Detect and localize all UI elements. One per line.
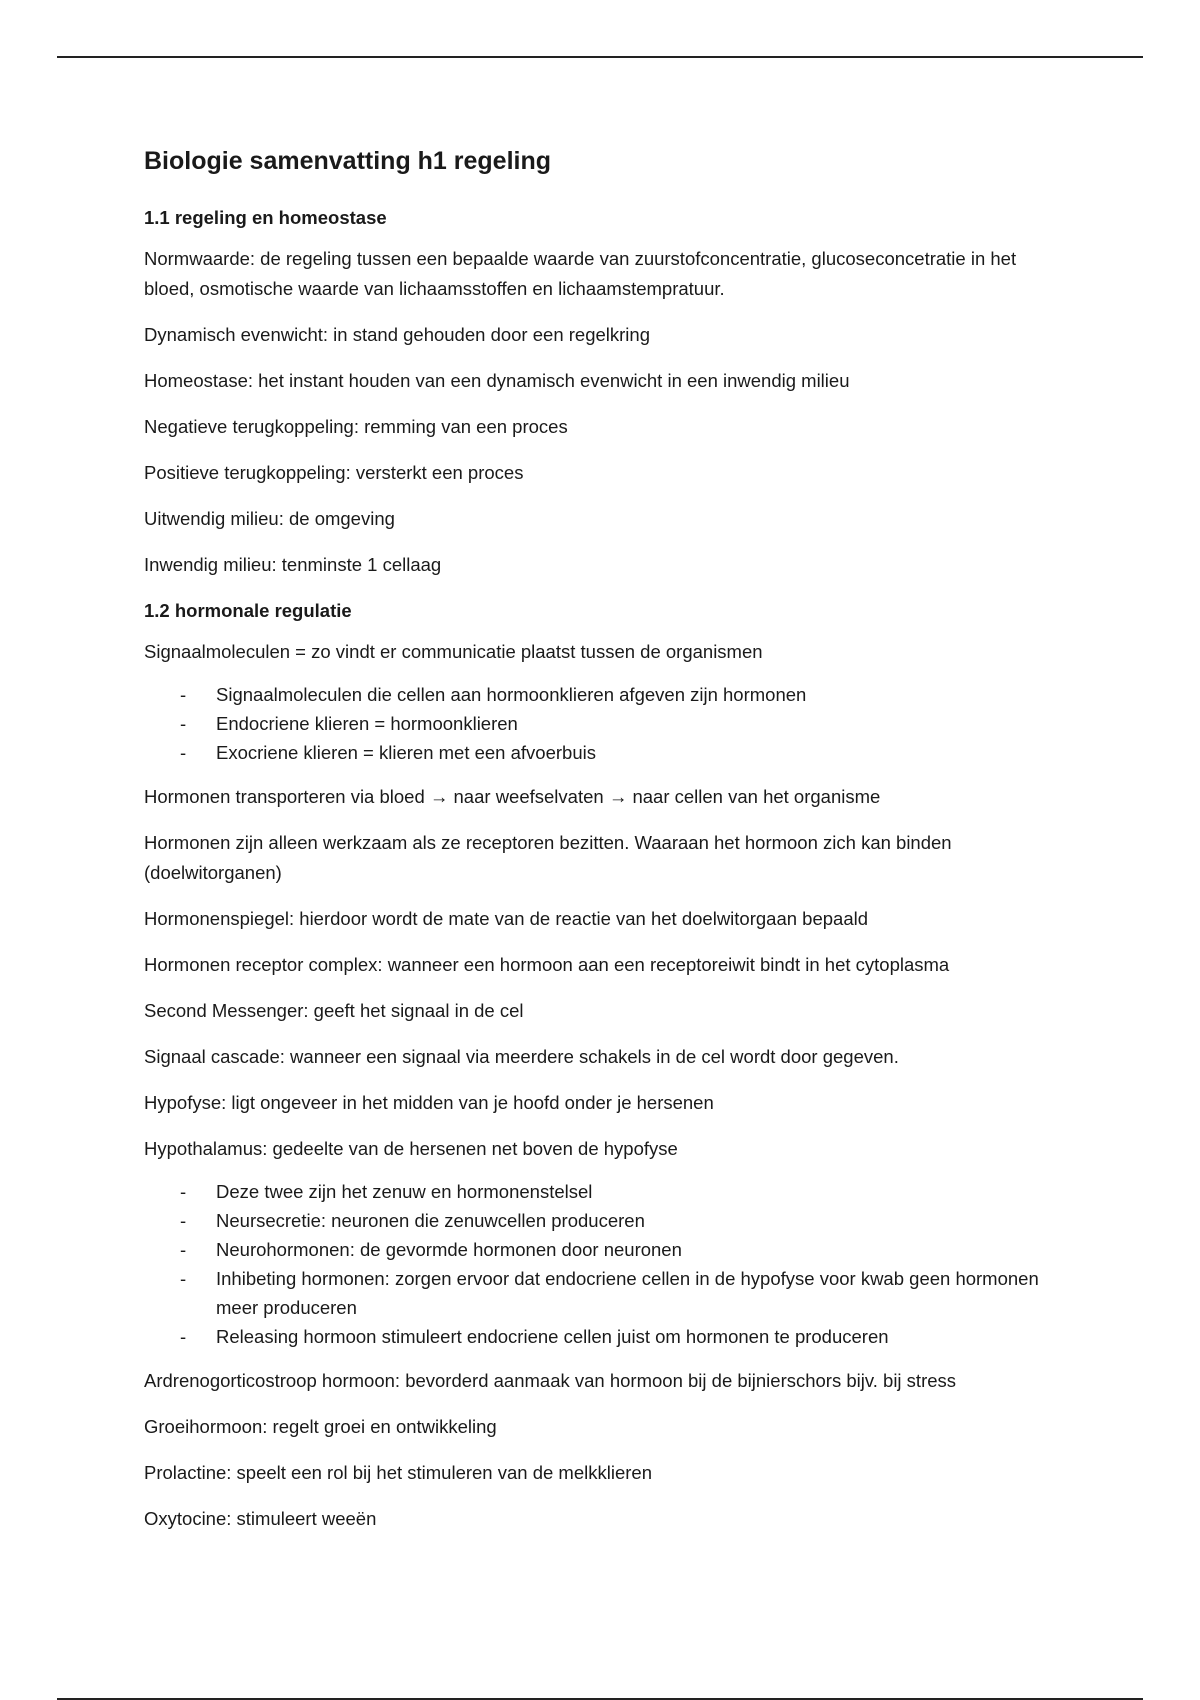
definition-oxytocine: Oxytocine: stimuleert weeën [144, 1508, 377, 1529]
document-body [144, 140, 1064, 1550]
list-item-text: Neurohormonen: de gevormde hormonen door neuronen [216, 1239, 682, 1260]
definition-prolactine: Prolactine: speelt een rol bij het stimuleren van de melkklieren [144, 1462, 652, 1483]
list-item [144, 1264, 1064, 1322]
definition-hypothalamus: Hypothalamus: gedeelte van de hersenen net boven de hypofyse [144, 1138, 678, 1159]
bullet-dash: - [180, 1210, 187, 1231]
definition-hormonenspiegel: Hormonenspiegel: hierdoor wordt de mate van de reactie van het doelwitorgaan bepaald [144, 908, 869, 929]
document-title: Biologie samenvatting h1 regeling [144, 147, 552, 175]
list-item [144, 1322, 1064, 1351]
list-item [144, 1206, 1064, 1235]
definition-uitwendig-milieu: Uitwendig milieu: de omgeving [144, 508, 395, 529]
bullet-dash: - [180, 713, 187, 734]
list-item [144, 680, 1064, 709]
definition-normwaarde: Normwaarde: de regeling tussen een bepaalde waarde van zuurstofconcentratie, glucoseconcetratie in het bloed, osmotische waarde van lichaamsstoffen en lichaamstempratuur. [144, 248, 1017, 299]
section-heading-1-2: 1.2 hormonale regulatie [144, 600, 352, 621]
definition-homeostase: Homeostase: het instant houden van een dynamisch evenwicht in een inwendig milieu [144, 370, 850, 391]
definition-second-messenger: Second Messenger: geeft het signaal in de cel [144, 1000, 524, 1021]
definition-negatieve-terugkoppeling: Negatieve terugkoppeling: remming van een proces [144, 416, 568, 437]
paragraph-hormonen-receptoren: Hormonen zijn alleen werkzaam als ze receptoren bezitten. Waaraan het hormoon zich kan binden (doelwitorganen) [144, 832, 952, 883]
list-item-text: Neursecretie: neuronen die zenuwcellen produceren [216, 1210, 645, 1231]
section-heading-1-1: 1.1 regeling en homeostase [144, 207, 387, 228]
definition-inwendig-milieu: Inwendig milieu: tenminste 1 cellaag [144, 554, 442, 575]
bullet-dash: - [180, 1326, 187, 1347]
list-item-text: Endocriene klieren = hormoonklieren [216, 713, 518, 734]
list-item-text: Releasing hormoon stimuleert endocriene cellen juist om hormonen te produceren [216, 1326, 889, 1347]
header-rule [57, 56, 1143, 58]
list-item [144, 709, 1064, 738]
list-item-text: Inhibeting hormonen: zorgen ervoor dat endocriene cellen in de hypofyse voor kwab geen hormonen meer produceren [216, 1268, 1039, 1318]
definition-positieve-terugkoppeling: Positieve terugkoppeling: versterkt een proces [144, 462, 524, 483]
bullet-dash: - [180, 1181, 187, 1202]
definition-signaal-cascade: Signaal cascade: wanneer een signaal via meerdere schakels in de cel wordt door gegeven. [144, 1046, 899, 1067]
list-item [144, 1177, 1064, 1206]
list-item [144, 1235, 1064, 1264]
bullet-dash: - [180, 684, 187, 705]
list-item-text: Deze twee zijn het zenuw en hormonenstelsel [216, 1181, 593, 1202]
bullet-dash: - [180, 742, 187, 763]
definition-adrenocorticotroop-hormoon: Ardrenogorticostroop hormoon: bevorderd aanmaak van hormoon bij de bijnierschors bijv. bij stress [144, 1370, 957, 1391]
list-item-text: Exocriene klieren = klieren met een afvoerbuis [216, 742, 596, 763]
paragraph-hormonen-transport: Hormonen transporteren via bloed → naar weefselvaten → naar cellen van het organisme [144, 786, 881, 807]
bullet-list-hormonen [144, 680, 1064, 767]
list-item-text: Signaalmoleculen die cellen aan hormoonklieren afgeven zijn hormonen [216, 684, 807, 705]
bullet-dash: - [180, 1239, 187, 1260]
list-item [144, 738, 1064, 767]
definition-hypofyse: Hypofyse: ligt ongeveer in het midden van je hoofd onder je hersenen [144, 1092, 714, 1113]
definition-signaalmoleculen: Signaalmoleculen = zo vindt er communicatie plaatst tussen de organismen [144, 641, 763, 662]
definition-groeihormoon: Groeihormoon: regelt groei en ontwikkeling [144, 1416, 497, 1437]
definition-dynamisch-evenwicht: Dynamisch evenwicht: in stand gehouden door een regelkring [144, 324, 650, 345]
bullet-list-hypothalamus [144, 1177, 1064, 1351]
bullet-dash: - [180, 1268, 187, 1289]
definition-hormonen-receptor-complex: Hormonen receptor complex: wanneer een hormoon aan een receptoreiwit bindt in het cytoplasma [144, 954, 950, 975]
